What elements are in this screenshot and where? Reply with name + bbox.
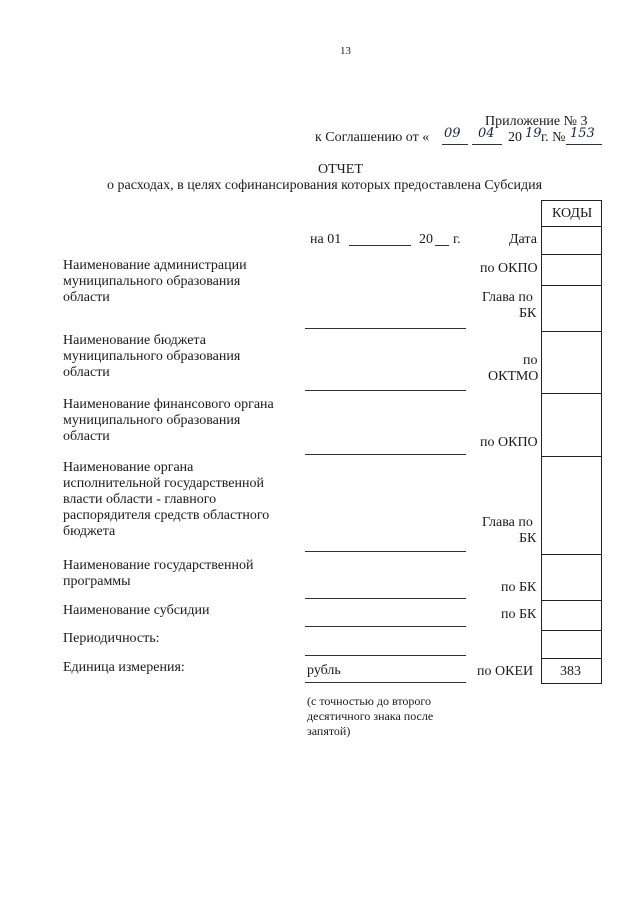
label-budget-name: области [63,365,110,380]
date-suffix: г. [453,232,461,247]
date-year-prefix: 20 [419,232,433,247]
label-executive-organ: исполнительной государственной [63,476,264,491]
okei-code-value: 383 [560,664,581,679]
agreement-month: 04 [478,126,495,141]
code-label-glava-bk: БК [519,531,537,546]
codes-row-divider [542,393,601,394]
code-label-bk: по БК [501,580,537,595]
code-label-glava-bk: БК [519,306,537,321]
label-executive-organ: Наименование органа [63,460,194,475]
date-day-line [349,245,411,246]
date-year-line [435,245,449,246]
precision-note: (с точностью до второго десятичного знака после запятой) [307,694,434,738]
label-executive-organ: распорядителя средств областного [63,508,270,523]
appendix-label: Приложение № 3 [485,114,588,129]
agreement-day-line [442,144,468,145]
agreement-year-suffix: 19 [525,126,542,141]
codes-row-divider [542,630,601,631]
code-label-oktmo: ОКТМО [488,369,539,384]
label-unit: Единица измерения: [63,660,185,675]
label-executive-organ: бюджета [63,524,116,539]
code-label-glava-bk: Глава по [482,290,533,305]
codes-row-divider [542,285,601,286]
label-finance-organ: муниципального образования [63,413,241,428]
label-program-name: программы [63,574,131,589]
label-finance-organ: области [63,429,110,444]
report-title: ОТЧЕТ [318,162,363,177]
date-prefix: на 01 [310,232,342,247]
label-admin-name: области [63,290,110,305]
label-program-name: Наименование государственной [63,558,254,573]
finance-organ-line [305,454,466,455]
label-admin-name: муниципального образования [63,274,241,289]
agreement-month-line [472,144,502,145]
label-admin-name: Наименование администрации [63,258,247,273]
codes-header: КОДЫ [552,206,593,221]
label-budget-name: Наименование бюджета [63,333,206,348]
agreement-year-tail: г. № [541,130,566,145]
admin-name-line [305,328,466,329]
label-subsidy-name: Наименование субсидии [63,603,210,618]
page-number: 13 [340,45,351,57]
codes-row-divider [542,226,601,227]
agreement-year-prefix: 20 [508,130,522,145]
subsidy-name-line [305,626,466,627]
agreement-number-line [566,144,602,145]
code-label-date: Дата [509,232,537,247]
budget-name-line [305,390,466,391]
unit-value: рубль [307,663,341,678]
codes-row-divider [542,331,601,332]
periodicity-line [305,655,466,656]
codes-row-divider [542,554,601,555]
codes-row-divider [542,456,601,457]
code-label-oktmo: по [523,353,538,368]
codes-table [541,200,602,684]
agreement-day: 09 [444,126,461,141]
agreement-prefix: к Соглашению от « [315,130,430,145]
codes-row-divider [542,658,601,659]
label-budget-name: муниципального образования [63,349,241,364]
code-label-okpo: по ОКПО [480,261,538,276]
code-label-glava-bk: Глава по [482,515,533,530]
label-periodicity: Периодичность: [63,631,160,646]
executive-organ-line [305,551,466,552]
codes-row-divider [542,254,601,255]
codes-row-divider [542,600,601,601]
label-finance-organ: Наименование финансового органа [63,397,274,412]
label-executive-organ: власти области - главного [63,492,217,507]
unit-line [305,682,466,683]
code-label-okpo: по ОКПО [480,435,538,450]
code-label-okei: по ОКЕИ [477,664,534,679]
program-name-line [305,598,466,599]
agreement-number: 153 [570,126,595,141]
report-subtitle: о расходах, в целях софинансирования которых предоставлена Субсидия [107,178,543,193]
code-label-bk: по БК [501,607,537,622]
